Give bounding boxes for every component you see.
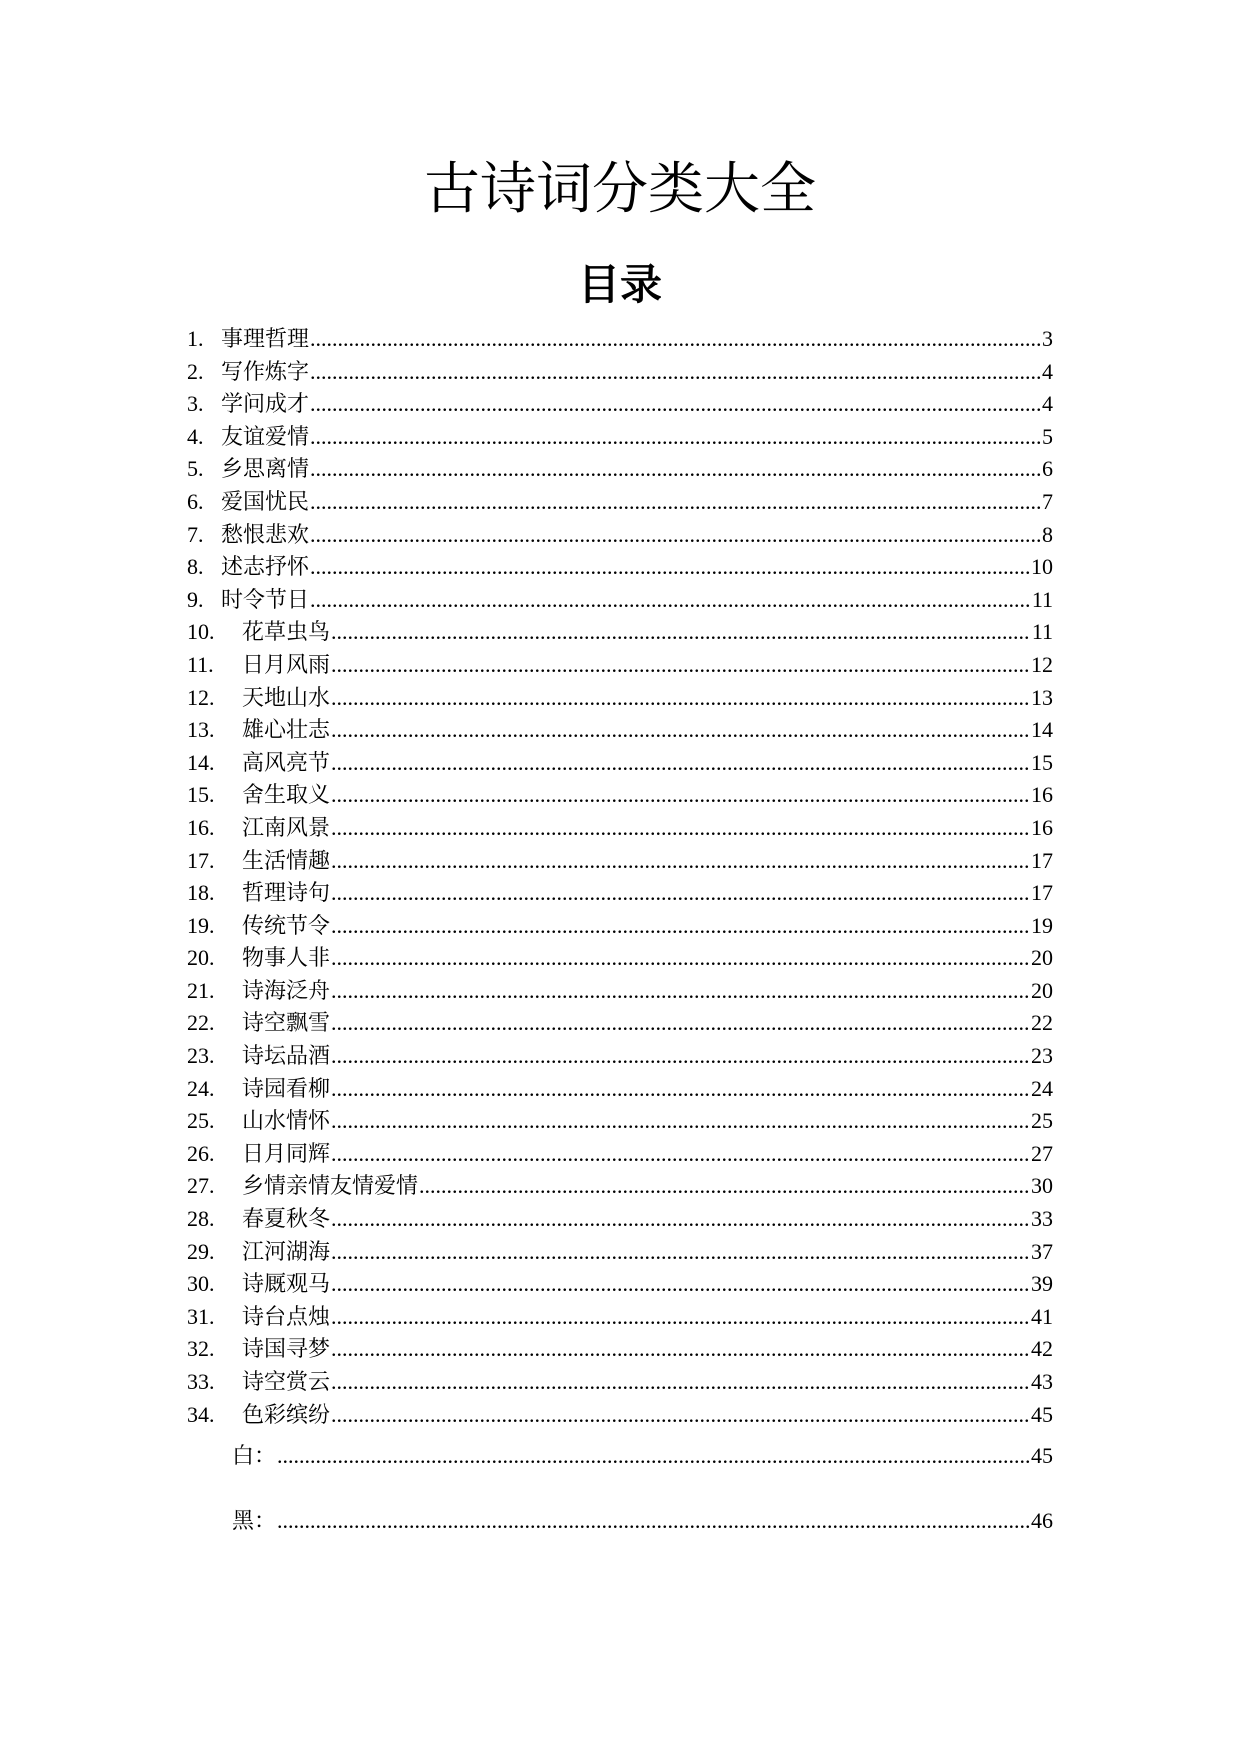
toc-entry-page-number: 14: [1031, 717, 1053, 743]
toc-entry-title: 诗台点烛: [242, 1304, 331, 1330]
toc-entry[interactable]: [187, 812, 1053, 845]
toc-entry-number: 9.: [187, 586, 204, 612]
toc-entry[interactable]: [187, 1236, 1053, 1269]
toc-entry-number: 18.: [187, 880, 215, 906]
toc-entry[interactable]: [187, 421, 1053, 454]
toc-entry-number: 31.: [187, 1303, 215, 1329]
toc-entry-title: 白：: [232, 1444, 277, 1469]
dot-leader: [310, 356, 1041, 389]
toc-entry-title: 色彩缤纷: [242, 1402, 331, 1428]
toc-entry-number: 12.: [187, 684, 215, 710]
toc-entry-page-number: 4: [1042, 391, 1053, 417]
toc-entry-title: 诗空飘雪: [242, 1011, 331, 1037]
toc-entry[interactable]: [187, 910, 1053, 943]
toc-entry-title: 友谊爱情: [221, 424, 310, 450]
toc-entry[interactable]: [187, 551, 1053, 584]
toc-entry-title: 天地山水: [242, 685, 331, 711]
toc-entry[interactable]: [187, 975, 1053, 1008]
toc-entry-number: 7.: [187, 521, 204, 547]
toc-entry[interactable]: [187, 1138, 1053, 1171]
toc-entry-number: 27.: [187, 1173, 215, 1199]
dot-leader: [310, 584, 1031, 617]
dot-leader: [331, 812, 1030, 845]
toc-entry[interactable]: [187, 388, 1053, 421]
dot-leader: [331, 1138, 1030, 1171]
toc-entry-title: 爱国忧民: [221, 489, 310, 515]
toc-entry-number: 33.: [187, 1369, 215, 1394]
toc-heading: 目录: [577, 260, 662, 309]
document-title: 古诗词分类大全: [424, 157, 816, 222]
toc-entry-number: 17.: [187, 847, 215, 873]
toc-entry-title: 学问成才: [221, 392, 310, 418]
toc-entry-title: 舍生取义: [242, 783, 331, 809]
toc-entry-page-number: 7: [1042, 488, 1053, 514]
toc-entry-number: 26.: [187, 1140, 215, 1166]
dot-leader: [331, 714, 1030, 747]
toc-entry-page-number: 20: [1031, 977, 1053, 1003]
toc-entry-title: 写作炼字: [221, 359, 310, 385]
toc-entry-title: 愁恨悲欢: [221, 522, 310, 548]
toc-entry-number: 24.: [187, 1075, 215, 1101]
toc-entry[interactable]: [187, 1399, 1053, 1432]
toc-entry[interactable]: [187, 682, 1053, 715]
dot-leader: [331, 747, 1030, 780]
toc-entry-title: 传统节令: [242, 913, 331, 939]
toc-entry-page-number: 41: [1031, 1303, 1053, 1329]
toc-entry-title: 哲理诗句: [242, 881, 331, 907]
toc-entry-page-number: 16: [1031, 814, 1053, 840]
table-of-contents: [187, 323, 1053, 1431]
toc-entry-title: 生活情趣: [242, 848, 331, 874]
toc-entry[interactable]: [187, 877, 1053, 910]
toc-entry-page-number: 10: [1031, 554, 1053, 580]
toc-entry-number: 25.: [187, 1108, 215, 1134]
dot-leader: [331, 877, 1030, 910]
toc-entry-page-number: 22: [1031, 1010, 1053, 1036]
toc-entry[interactable]: [187, 1333, 1053, 1366]
toc-entry-number: 10.: [187, 619, 215, 645]
dot-leader: [331, 1073, 1030, 1106]
toc-entry[interactable]: [187, 356, 1053, 389]
toc-entry-title: 日月风雨: [242, 652, 331, 678]
toc-entry-number: 28.: [187, 1206, 215, 1232]
toc-entry-page-number: 25: [1031, 1108, 1053, 1134]
toc-entry-page-number: 5: [1042, 423, 1053, 449]
toc-entry-page-number: 15: [1031, 749, 1053, 775]
dot-leader: [331, 975, 1030, 1008]
toc-entry-title: 雄心壮志: [242, 718, 331, 744]
toc-entry-number: 5.: [187, 456, 204, 482]
toc-entry[interactable]: [187, 486, 1053, 519]
toc-entry-title: 乡情亲情友情爱情: [242, 1174, 419, 1200]
toc-entry-title: 诗坛品酒: [242, 1044, 331, 1070]
toc-entry-number: 11.: [187, 651, 214, 677]
toc-entry-number: 23.: [187, 1043, 215, 1069]
toc-entry-number: 6.: [187, 488, 204, 514]
toc-entry-page-number: 6: [1042, 456, 1053, 482]
dot-leader: [277, 1440, 1030, 1472]
toc-entry-title: 述志抒怀: [221, 555, 310, 581]
toc-entry-title: 时令节日: [221, 587, 310, 613]
dot-leader: [310, 388, 1041, 421]
toc-entry-page-number: 13: [1031, 684, 1053, 710]
dot-leader: [310, 323, 1041, 356]
dot-leader: [331, 942, 1030, 975]
toc-entry-title: 山水情怀: [242, 1109, 331, 1135]
toc-entry[interactable]: [187, 747, 1053, 780]
dot-leader: [419, 1170, 1030, 1203]
toc-entry-page-number: 23: [1031, 1043, 1053, 1069]
toc-entry-page-number: 3: [1042, 326, 1053, 351]
toc-entry-title: 诗空赏云: [242, 1370, 331, 1395]
dot-leader: [331, 1007, 1030, 1040]
toc-entry-title: 诗厩观马: [242, 1272, 331, 1298]
toc-entry-number: 19.: [187, 912, 215, 938]
toc-entry[interactable]: [187, 649, 1053, 682]
dot-leader: [331, 1040, 1030, 1073]
toc-entry-number: 32.: [187, 1336, 215, 1362]
dot-leader: [331, 845, 1030, 878]
toc-entry[interactable]: [187, 323, 1053, 356]
toc-entry-page-number: 33: [1031, 1206, 1053, 1232]
toc-entry-number: 1.: [187, 326, 204, 351]
dot-leader: [331, 1333, 1030, 1366]
dot-leader: [310, 519, 1041, 552]
toc-entry-page-number: 42: [1031, 1336, 1053, 1362]
toc-entry[interactable]: [187, 453, 1053, 486]
toc-entry[interactable]: [187, 1007, 1053, 1040]
toc-entry[interactable]: [187, 616, 1053, 649]
toc-entry-title: 花草虫鸟: [242, 620, 331, 646]
toc-extra-entry[interactable]: [232, 1440, 1053, 1472]
toc-entry-page-number: 39: [1031, 1271, 1053, 1297]
toc-entry-page-number: 17: [1031, 847, 1053, 873]
toc-entry-page-number: 19: [1031, 912, 1053, 938]
toc-entry[interactable]: [187, 1203, 1053, 1236]
toc-entry-number: 4.: [187, 423, 204, 449]
toc-entry[interactable]: [187, 942, 1053, 975]
toc-entry[interactable]: [187, 1268, 1053, 1301]
toc-entry[interactable]: [187, 1105, 1053, 1138]
toc-entry[interactable]: [187, 1040, 1053, 1073]
toc-entry-page-number: 46: [1031, 1508, 1053, 1533]
dot-leader: [331, 1399, 1030, 1432]
toc-entry-title: 诗海泛舟: [242, 978, 331, 1004]
toc-entry-page-number: 17: [1031, 880, 1053, 906]
toc-entry-number: 29.: [187, 1238, 215, 1264]
dot-leader: [331, 1105, 1030, 1138]
toc-entry-page-number: 27: [1031, 1140, 1053, 1166]
toc-entry[interactable]: [187, 1170, 1053, 1203]
toc-entry-number: 22.: [187, 1010, 215, 1036]
toc-entry-page-number: 20: [1031, 945, 1053, 971]
toc-entry[interactable]: [187, 519, 1053, 552]
dot-leader: [310, 453, 1041, 486]
toc-entry-title: 黑：: [232, 1509, 277, 1534]
toc-entry-page-number: 45: [1031, 1443, 1053, 1468]
toc-entry-number: 3.: [187, 391, 204, 417]
toc-entry-number: 8.: [187, 554, 204, 580]
dot-leader: [331, 616, 1031, 649]
toc-entry-page-number: 16: [1031, 782, 1053, 808]
dot-leader: [331, 1268, 1030, 1301]
toc-entry-page-number: 43: [1031, 1369, 1053, 1394]
toc-entry-number: 13.: [187, 717, 215, 743]
dot-leader: [331, 682, 1030, 715]
dot-leader: [310, 551, 1030, 584]
dot-leader: [331, 1236, 1030, 1269]
toc-entry-page-number: 8: [1042, 521, 1053, 547]
toc-entry-page-number: 37: [1031, 1238, 1053, 1264]
toc-entry-number: 30.: [187, 1271, 215, 1297]
toc-entry-number: 16.: [187, 814, 215, 840]
toc-entry[interactable]: [187, 845, 1053, 878]
toc-entry-page-number: 4: [1042, 358, 1053, 384]
toc-entry-page-number: 24: [1031, 1075, 1053, 1101]
toc-extra-entries: [232, 1440, 1053, 1570]
toc-entry-title: 诗国寻梦: [242, 1337, 331, 1363]
dot-leader: [331, 910, 1030, 943]
toc-entry-number: 34.: [187, 1401, 215, 1427]
toc-entry-number: 21.: [187, 977, 215, 1003]
toc-entry-title: 高风亮节: [242, 750, 331, 776]
toc-entry-title: 诗园看柳: [242, 1076, 331, 1102]
toc-entry-number: 2.: [187, 358, 204, 384]
toc-entry-title: 江南风景: [242, 815, 331, 841]
toc-entry-page-number: 11: [1031, 586, 1053, 612]
toc-entry-title: 事理哲理: [221, 327, 310, 352]
toc-entry-title: 春夏秋冬: [242, 1207, 331, 1233]
toc-entry-title: 乡思离情: [221, 457, 310, 483]
dot-leader: [310, 486, 1041, 519]
toc-entry[interactable]: [187, 1366, 1053, 1399]
toc-entry-number: 20.: [187, 945, 215, 971]
toc-entry-title: 江河湖海: [242, 1239, 331, 1265]
toc-entry[interactable]: [187, 584, 1053, 617]
dot-leader: [331, 1301, 1030, 1334]
toc-entry-title: 物事人非: [242, 946, 331, 972]
dot-leader: [310, 421, 1041, 454]
dot-leader: [277, 1505, 1030, 1537]
toc-entry-number: 14.: [187, 749, 215, 775]
dot-leader: [331, 649, 1030, 682]
toc-entry-page-number: 11: [1031, 619, 1053, 645]
toc-entry-page-number: 12: [1031, 651, 1053, 677]
toc-extra-entry[interactable]: [232, 1505, 1053, 1537]
toc-entry-page-number: 45: [1031, 1401, 1053, 1427]
toc-entry[interactable]: [187, 714, 1053, 747]
toc-entry[interactable]: [187, 1301, 1053, 1334]
dot-leader: [331, 1366, 1030, 1399]
dot-leader: [331, 779, 1030, 812]
toc-entry[interactable]: [187, 779, 1053, 812]
dot-leader: [331, 1203, 1030, 1236]
toc-entry-page-number: 30: [1031, 1173, 1053, 1199]
toc-entry-title: 日月同辉: [242, 1141, 331, 1167]
toc-entry-number: 15.: [187, 782, 215, 808]
toc-entry[interactable]: [187, 1073, 1053, 1106]
